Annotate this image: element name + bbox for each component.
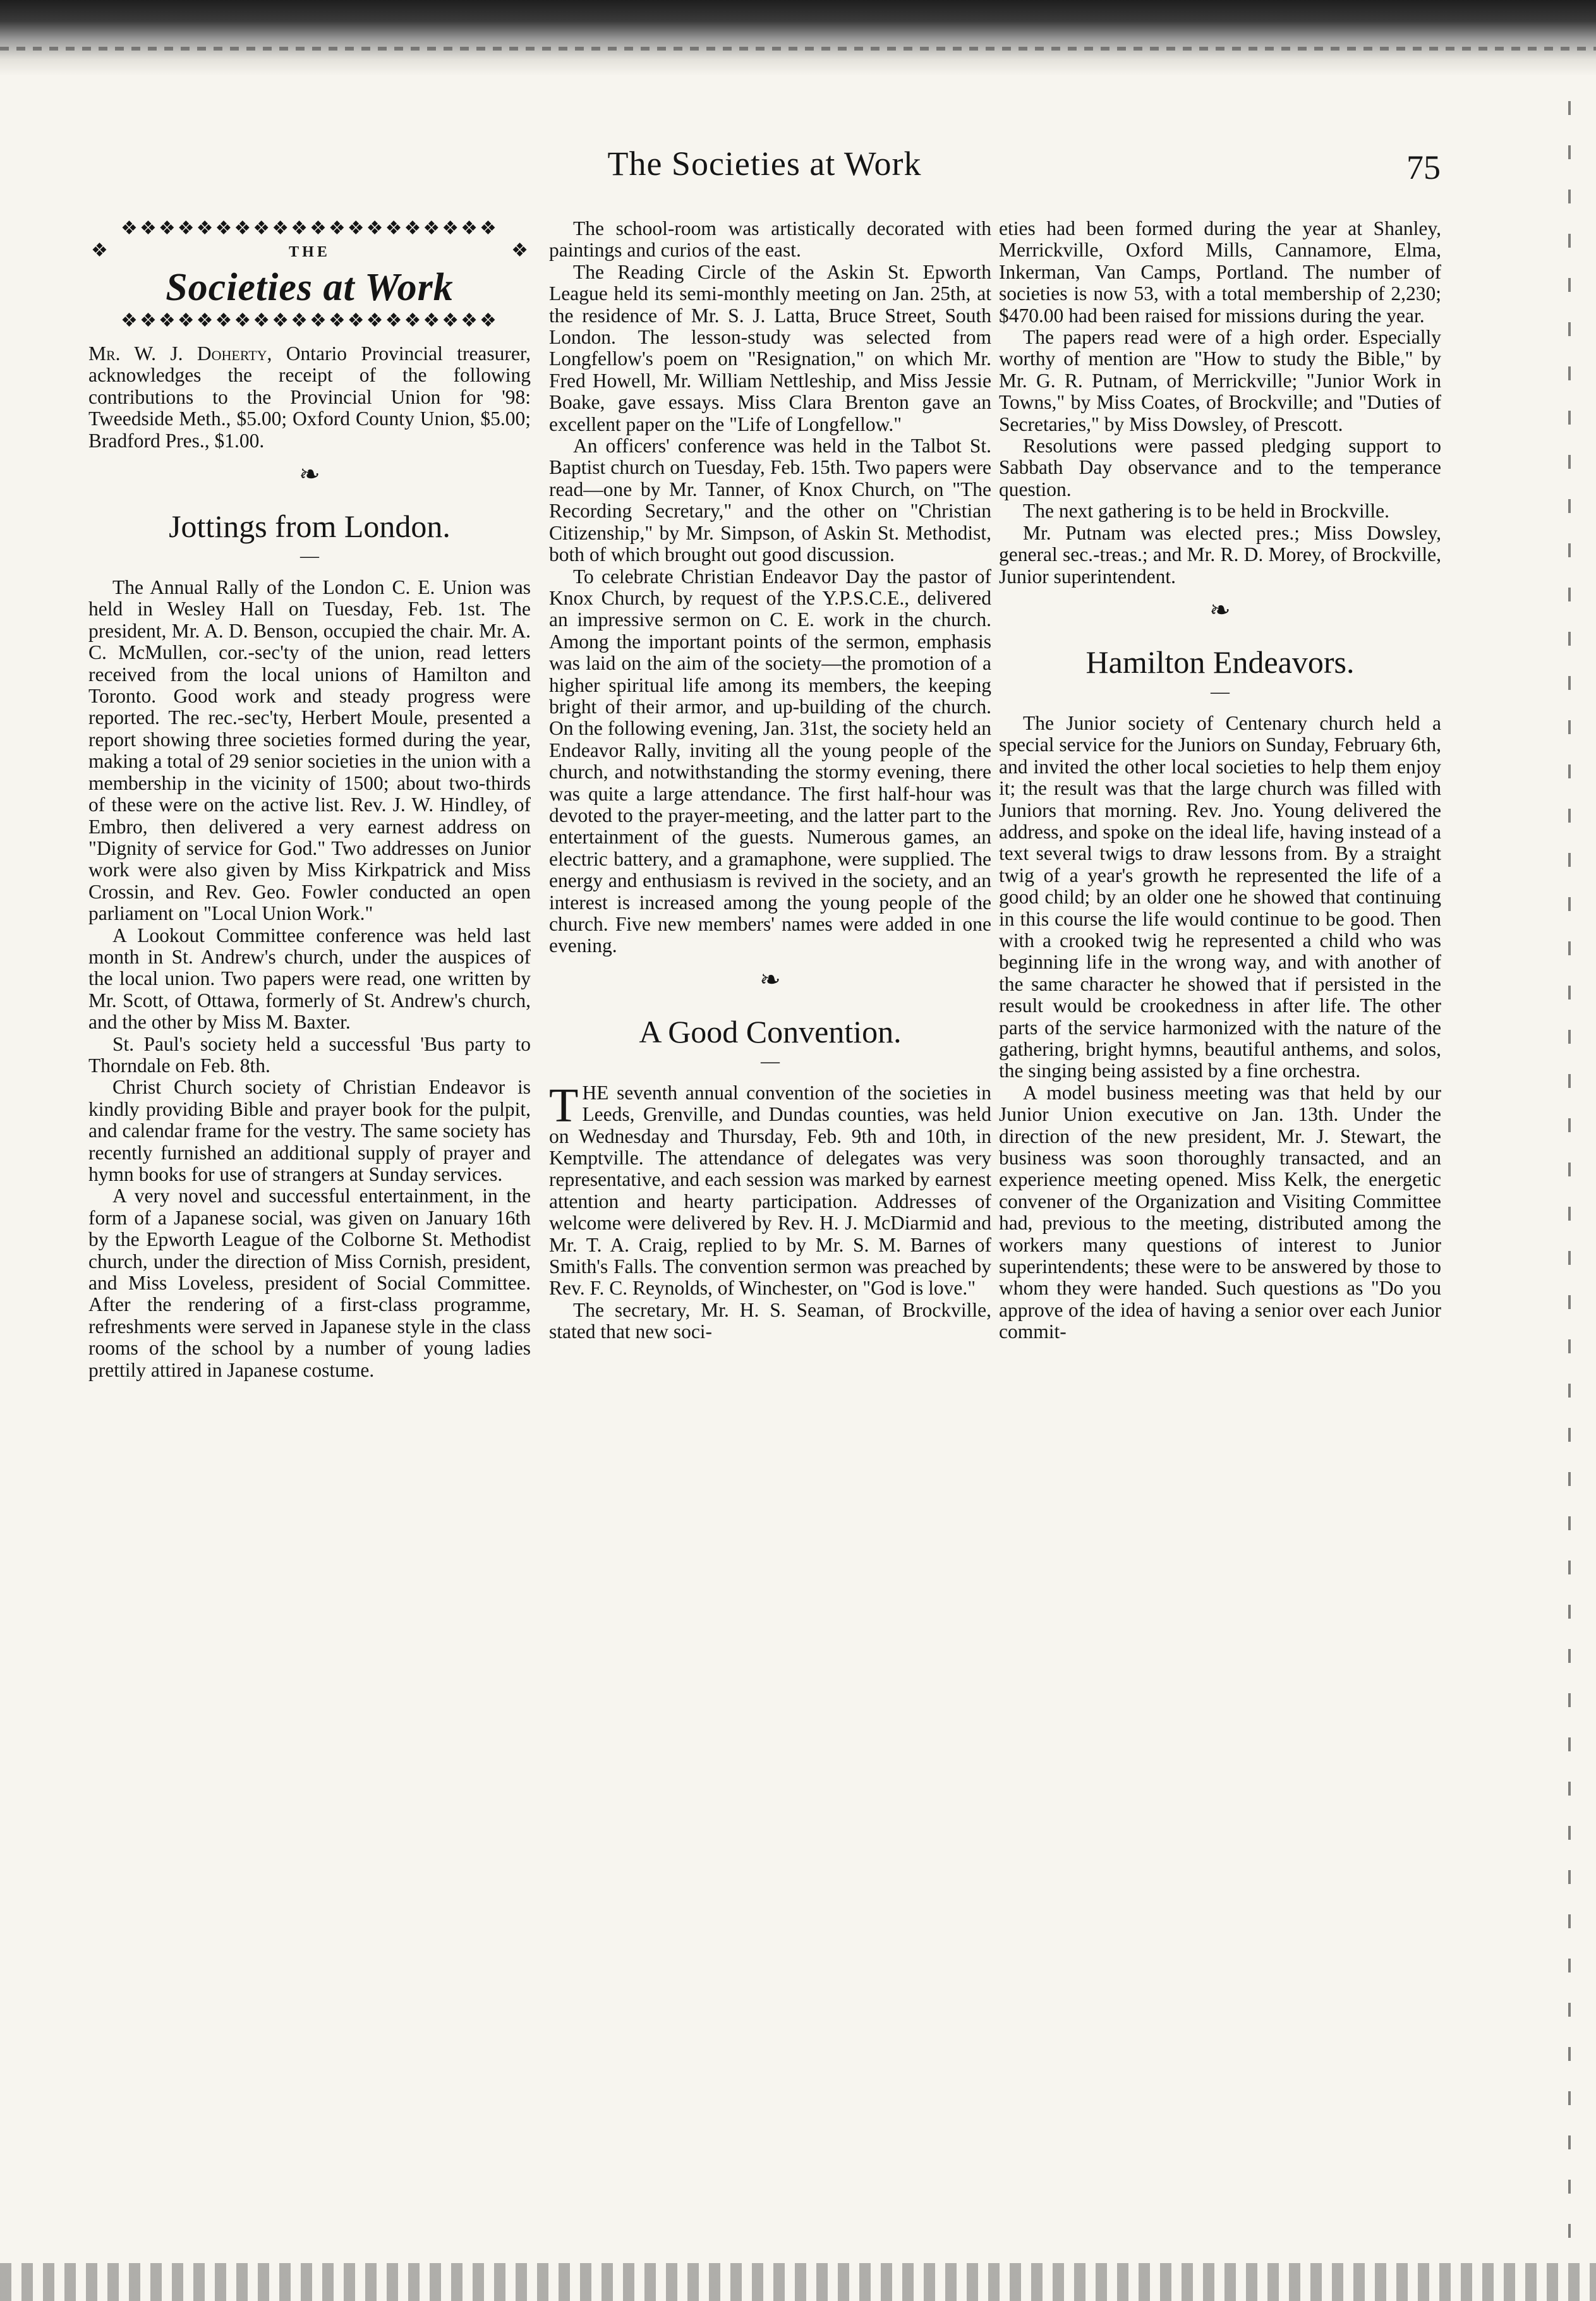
masthead-border-bottom: ❖❖❖❖❖❖❖❖❖❖❖❖❖❖❖❖❖❖❖❖	[121, 310, 499, 331]
masthead-the: THE	[289, 244, 330, 260]
paragraph: Christ Church society of Christian Endeavor is kindly providing Bible and prayer book for the pulpit, and calendar frame for the vestry. The same society has recently furnished an additional supply of prayer and hymn books for use of strangers at Sunday services.	[88, 1076, 531, 1185]
paragraph: The secretary, Mr. H. S. Seaman, of Brockville, stated that new soci-	[549, 1298, 991, 1343]
fleuron-ornament: ❧	[759, 965, 781, 994]
fleuron-ornament: ❧	[1209, 595, 1231, 624]
article-heading: Jottings from London.	[169, 509, 450, 545]
masthead-title: Societies at Work	[166, 266, 454, 309]
paragraph: The school-room was artistically decorated with paintings and curios of the east.	[549, 217, 991, 262]
paragraph-text: HE seventh annual convention of the societies in Leeds, Grenville, and Dundas counties, was held on Wednesday and Thursday, Feb. 9th and 10th, in Kemptville. The attendance of delegates was very representative, and each session was marked by earnest attention and hearty participation. Addresses of welcome were delivered by Rev. H. J. McDiarmid and Mr. T. A. Craig, replied to by Mr. S. M. Barnes of Smith's Falls. The convention sermon was preached by Rev. F. C. Reynolds, of Winchester, on "God is love."	[549, 1081, 991, 1300]
paragraph: The next gathering is to be held in Brockville.	[1023, 500, 1389, 522]
article-heading: Hamilton Endeavors.	[1085, 644, 1355, 680]
masthead-border-left: ❖	[91, 240, 108, 261]
page-number: 75	[1406, 148, 1441, 186]
paragraph: A model business meeting was that held by our Junior Union executive on Jan. 13th. Under the direction of the new president, Mr. J. Stewart, the business was soon thoroughly transacted, and an experience meeting opened. Miss Kelk, the energetic convener of the Organization and Visiting Committee had, previous to the meeting, distributed among the workers many questions of interest to Junior superintendents; these were to be answered by those to whom they were handed. Such questions as "Do you approve of the idea of having a senior over each Junior commit-	[999, 1081, 1441, 1343]
scan-bottom-edge	[0, 2263, 1596, 2301]
heading-dash: —	[761, 1050, 780, 1072]
drop-cap: T	[549, 1078, 579, 1132]
paragraph: Resolutions were passed pledging support to Sabbath Day observance and to the temperance question.	[999, 435, 1441, 500]
running-head: The Societies at Work	[607, 145, 922, 183]
heading-dash: —	[1211, 680, 1230, 702]
paragraph: An officers' conference was held in the Talbot St. Baptist church on Tuesday, Feb. 15th. Two papers were read—one by Mr. Tanner, of Knox Church, on "The Recording Secretary," and the other on "Christian Citizenship," by Mr. Simpson, of Askin St. Methodist, both of which brought out good discussion.	[549, 435, 991, 566]
paragraph	[549, 1078, 991, 1300]
column-3	[999, 218, 1441, 1343]
paragraph: Mr. Putnam was elected pres.; Miss Dowsley, general sec.-treas.; and Mr. R. D. Morey, of Brockville, Junior superintendent.	[999, 521, 1441, 588]
paragraph	[88, 343, 531, 452]
fleuron-ornament: ❧	[299, 460, 320, 489]
paragraph-lead: Mr. W. J. Doherty,	[88, 342, 272, 365]
paragraph-text: Ontario Provincial treasurer, acknowledges the receipt of the following contributions to the Provincial Union for '98: Tweedside Meth., $5.00; Oxford County Union, $5.00; Bradford Pres., $1.00.	[88, 342, 531, 452]
scan-top-edge	[0, 0, 1596, 76]
scan-right-edge	[1568, 101, 1571, 2249]
paragraph: The Annual Rally of the London C. E. Union was held in Wesley Hall on Tuesday, Feb. 1st. The president, Mr. A. D. Benson, occupied the chair. Mr. A. C. McMullen, cor.-sec'ty of the union, read letters received from the local unions of Hamilton and Toronto. Good work and steady progress were reported. The rec.-sec'ty, Herbert Moule, presented a report showing three societies formed during the year, making a total of 29 senior societies in the union with a membership in the vicinity of 1500; about two-thirds of these were on the active list. Rev. J. W. Hindley, of Embro, then delivered a very earnest address on "Dignity of service for God." Two addresses on Junior work were also given by Miss Kirkpatrick and Miss Crossin, and Rev. Geo. Fowler conducted an open parliament on "Local Union Work."	[88, 576, 531, 925]
masthead-border-top: ❖❖❖❖❖❖❖❖❖❖❖❖❖❖❖❖❖❖❖❖	[121, 218, 499, 239]
column-2	[549, 218, 991, 1343]
paragraph: The Junior society of Centenary church held a special service for the Juniors on Sunday, February 6th, and invited the other local societies to help them enjoy it; the result was that the large church was filled with Juniors that morning. Rev. Jno. Young delivered the address, and spoke on the ideal life, having instead of a text several twigs to draw lessons from. By a straight twig of a year's growth he represented the life of a good child; by an older one he showed that continuing in this course the life would continue to be good. Then with a crooked twig he represented a child who was beginning life in the wrong way, and with another of the same character he showed that if persisted in the result would be crookedness in after life. The other parts of the service harmonized with the nature of the gathering, bright hymns, beautiful anthems, and solos, the singing being assisted by a fine orchestra.	[999, 711, 1441, 1082]
paragraph: To celebrate Christian Endeavor Day the pastor of Knox Church, by request of the Y.P.S.C.E., delivered an impressive sermon on C. E. work in the church. Among the important points of the sermon, emphasis was laid on the aim of the society—the promotion of a higher spiritual life among its members, the keeping bright of their armor, and up-building of the church. On the following evening, Jan. 31st, the society held an Endeavor Rally, inviting all the young people of the church, and notwithstanding the stormy evening, there was quite a large attendance. The first half-hour was devoted to the prayer-meeting, and the latter part to the entertainment of the guests. Numerous games, an electric battery, and a gramaphone, were supplied. The energy and enthusiasm is revived in the society, and an interest is increased among the young people of the church. Five new members' names were added in one evening.	[549, 565, 991, 957]
masthead-border-right: ❖	[511, 240, 528, 261]
paragraph: St. Paul's society held a successful 'Bus party to Thorndale on Feb. 8th.	[88, 1032, 531, 1077]
paragraph: A Lookout Committee conference was held last month in St. Andrew's church, under the auspices of the local union. Two papers were read, one written by Mr. Scott, of Ottawa, formerly of St. Andrew's church, and the other by Miss M. Baxter.	[88, 924, 531, 1034]
paragraph: The Reading Circle of the Askin St. Epworth League held its semi-monthly meeting on Jan. 25th, at the residence of Mr. S. J. Latta, Bruce Street, South London. The lesson-study was selected from Longfellow's poem on "Resignation," on which Mr. Fred Howell, Mr. William Nettleship, and Miss Jessie Boake, gave essays. Miss Clara Brenton gave an excellent paper on the "Life of Longfellow."	[549, 260, 991, 435]
section-masthead	[88, 218, 531, 332]
heading-dash: —	[300, 545, 319, 567]
article-heading: A Good Convention.	[639, 1013, 902, 1049]
paragraph: eties had been formed during the year at Shanley, Merrickville, Oxford Mills, Cannamore, Elma, Inkerman, Van Camps, Portland. The number of societies is now 53, with a total membership of 2,230; $470.00 had been raised for missions during the year.	[999, 217, 1441, 327]
column-1	[88, 218, 531, 1381]
paragraph: The papers read were of a high order. Especially worthy of mention are "How to study the Bible," by Mr. G. R. Putnam, of Merrickville; "Junior Work in Towns," by Miss Coates, of Brockville; and "Duties of Secretaries," by Miss Dowsley, of Prescott.	[999, 326, 1441, 435]
paragraph: A very novel and successful entertainment, in the form of a Japanese social, was given on January 16th by the Epworth League of the Colborne St. Methodist church, under the direction of Miss Cornish, president, and Miss Loveless, president of Social Committee. After the rendering of a first-class programme, refreshments were served in Japanese style in the class rooms of the school by a number of young ladies prettily attired in Japanese costume.	[88, 1185, 531, 1381]
